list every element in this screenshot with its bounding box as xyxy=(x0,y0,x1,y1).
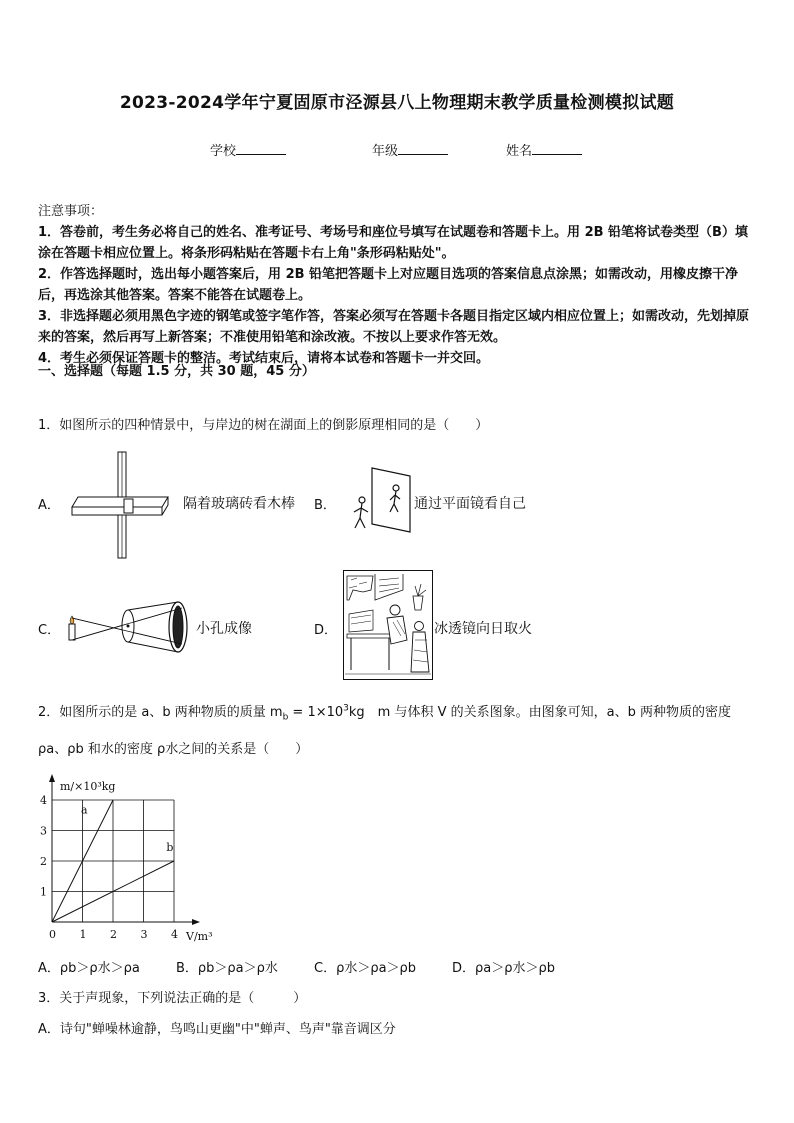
question-3-stem: 3．关于声现象，下列说法正确的是（ ） xyxy=(38,991,307,1006)
series-label-a: a xyxy=(80,803,88,817)
x-tick-label: 0 xyxy=(49,928,56,941)
glass-block-rod-illustration xyxy=(68,450,180,560)
school-field[interactable] xyxy=(210,140,286,159)
q2-stem-sup: 3 xyxy=(343,703,349,714)
q1-option-b-letter[interactable]: B． xyxy=(314,498,336,513)
q2-option-d[interactable]: D．ρa＞ρ水＞ρb xyxy=(452,961,555,976)
name-label: 姓名 xyxy=(506,144,533,159)
q1-option-a-text: 隔着玻璃砖看木棒 xyxy=(183,496,295,512)
y-axis-arrow xyxy=(49,774,55,782)
q2-stem-sub: b xyxy=(282,712,289,723)
q1-option-c-letter[interactable]: C． xyxy=(38,623,61,638)
q2-option-a[interactable]: A．ρb＞ρ水＞ρa xyxy=(38,961,140,976)
note-item-4: 4．考生必须保证答题卡的整洁。考试结束后，请将本试卷和答题卡一并交回。 xyxy=(38,351,490,366)
section-heading: 一、选择题（每题 1.5 分，共 30 题，45 分） xyxy=(38,364,315,379)
page-title: 2023-2024学年宁夏固原市泾源县八上物理期末教学质量检测模拟试题 xyxy=(119,93,675,113)
q1-option-b-text: 通过平面镜看自己 xyxy=(414,496,526,512)
chart-grid xyxy=(52,800,174,922)
q2-stem-part2: = 1×10 xyxy=(288,705,344,720)
x-tick-label: 3 xyxy=(140,928,148,941)
q2-stem-part3: kg m 与体积 V 的关系图象。由图象可知，a、b 两种物质的密度 xyxy=(348,705,731,720)
exam-notes xyxy=(38,201,758,369)
note-item-1: 1．答卷前，考生务必将自己的姓名、准考证号、考场号和座位号填写在试题卷和答题卡上。用 2B 铅笔将试卷类型（B）填涂在答题卡相应位置上。将条形码粘贴在答题卡右上角"条形码粘贴处"。 xyxy=(38,225,748,261)
school-label: 学校 xyxy=(210,144,237,159)
note-item-3: 3．非选择题必须用黑色字迹的钢笔或签字笔作答，答案必须写在答题卡各题目指定区域内相应位置上；如需改动，先划掉原来的答案，然后再写上新答案；不准使用铅笔和涂改液。不按以上要求作答无效。 xyxy=(38,309,750,345)
pinhole-camera-illustration xyxy=(62,596,192,656)
chart-labels xyxy=(40,780,213,943)
y-tick-label: 2 xyxy=(40,855,47,868)
y-tick-label: 1 xyxy=(40,885,47,899)
q3-option-a[interactable]: A．诗句"蝉噪林逾静，鸟鸣山更幽"中"蝉声、鸟声"靠音调区分 xyxy=(38,1022,396,1037)
x-tick-label: 4 xyxy=(171,928,178,941)
ice-lens-fire-illustration xyxy=(343,570,433,680)
q1-option-a-letter[interactable]: A． xyxy=(38,498,60,513)
question-1-stem: 1．如图所示的四种情景中，与岸边的树在湖面上的倒影原理相同的是（ ） xyxy=(38,418,489,433)
series-label-b: b xyxy=(166,841,174,855)
x-axis-arrow xyxy=(192,919,200,925)
x-axis-label: V/m³ xyxy=(186,930,213,943)
q1-option-d-text: 冰透镜向日取火 xyxy=(434,621,532,637)
question-2-stem-line2: ρa、ρb 和水的密度 ρ水之间的关系是（ ） xyxy=(38,742,309,757)
y-axis-label: m/×10³kg xyxy=(60,780,116,793)
note-item-2: 2．作答选择题时，选出每小题答案后，用 2B 铅笔把答题卡上对应题目选项的答案信息点涂黑；如需改动，用橡皮擦干净后，再选涂其他答案。答案不能答在试题卷上。 xyxy=(38,267,739,303)
plane-mirror-illustration xyxy=(350,466,414,538)
q2-option-b[interactable]: B．ρb＞ρa＞ρ水 xyxy=(176,961,278,976)
q2-stem-part1: 2．如图所示的是 a、b 两种物质的质量 m xyxy=(38,705,283,720)
grade-label: 年级 xyxy=(372,144,399,159)
mass-volume-chart xyxy=(30,770,230,948)
question-2-stem xyxy=(38,701,731,723)
y-tick-label: 3 xyxy=(40,824,47,838)
x-tick-label: 2 xyxy=(110,928,117,941)
grade-field[interactable] xyxy=(372,140,448,159)
chart-axes xyxy=(49,774,200,925)
name-field[interactable] xyxy=(506,140,582,159)
y-tick-label: 4 xyxy=(40,794,47,807)
q1-option-c-text: 小孔成像 xyxy=(196,621,252,637)
q1-option-d-letter[interactable]: D． xyxy=(314,623,338,638)
x-tick-label: 1 xyxy=(79,928,87,941)
q2-option-c[interactable]: C．ρ水＞ρa＞ρb xyxy=(314,961,417,976)
notes-heading: 注意事项： xyxy=(38,204,104,219)
